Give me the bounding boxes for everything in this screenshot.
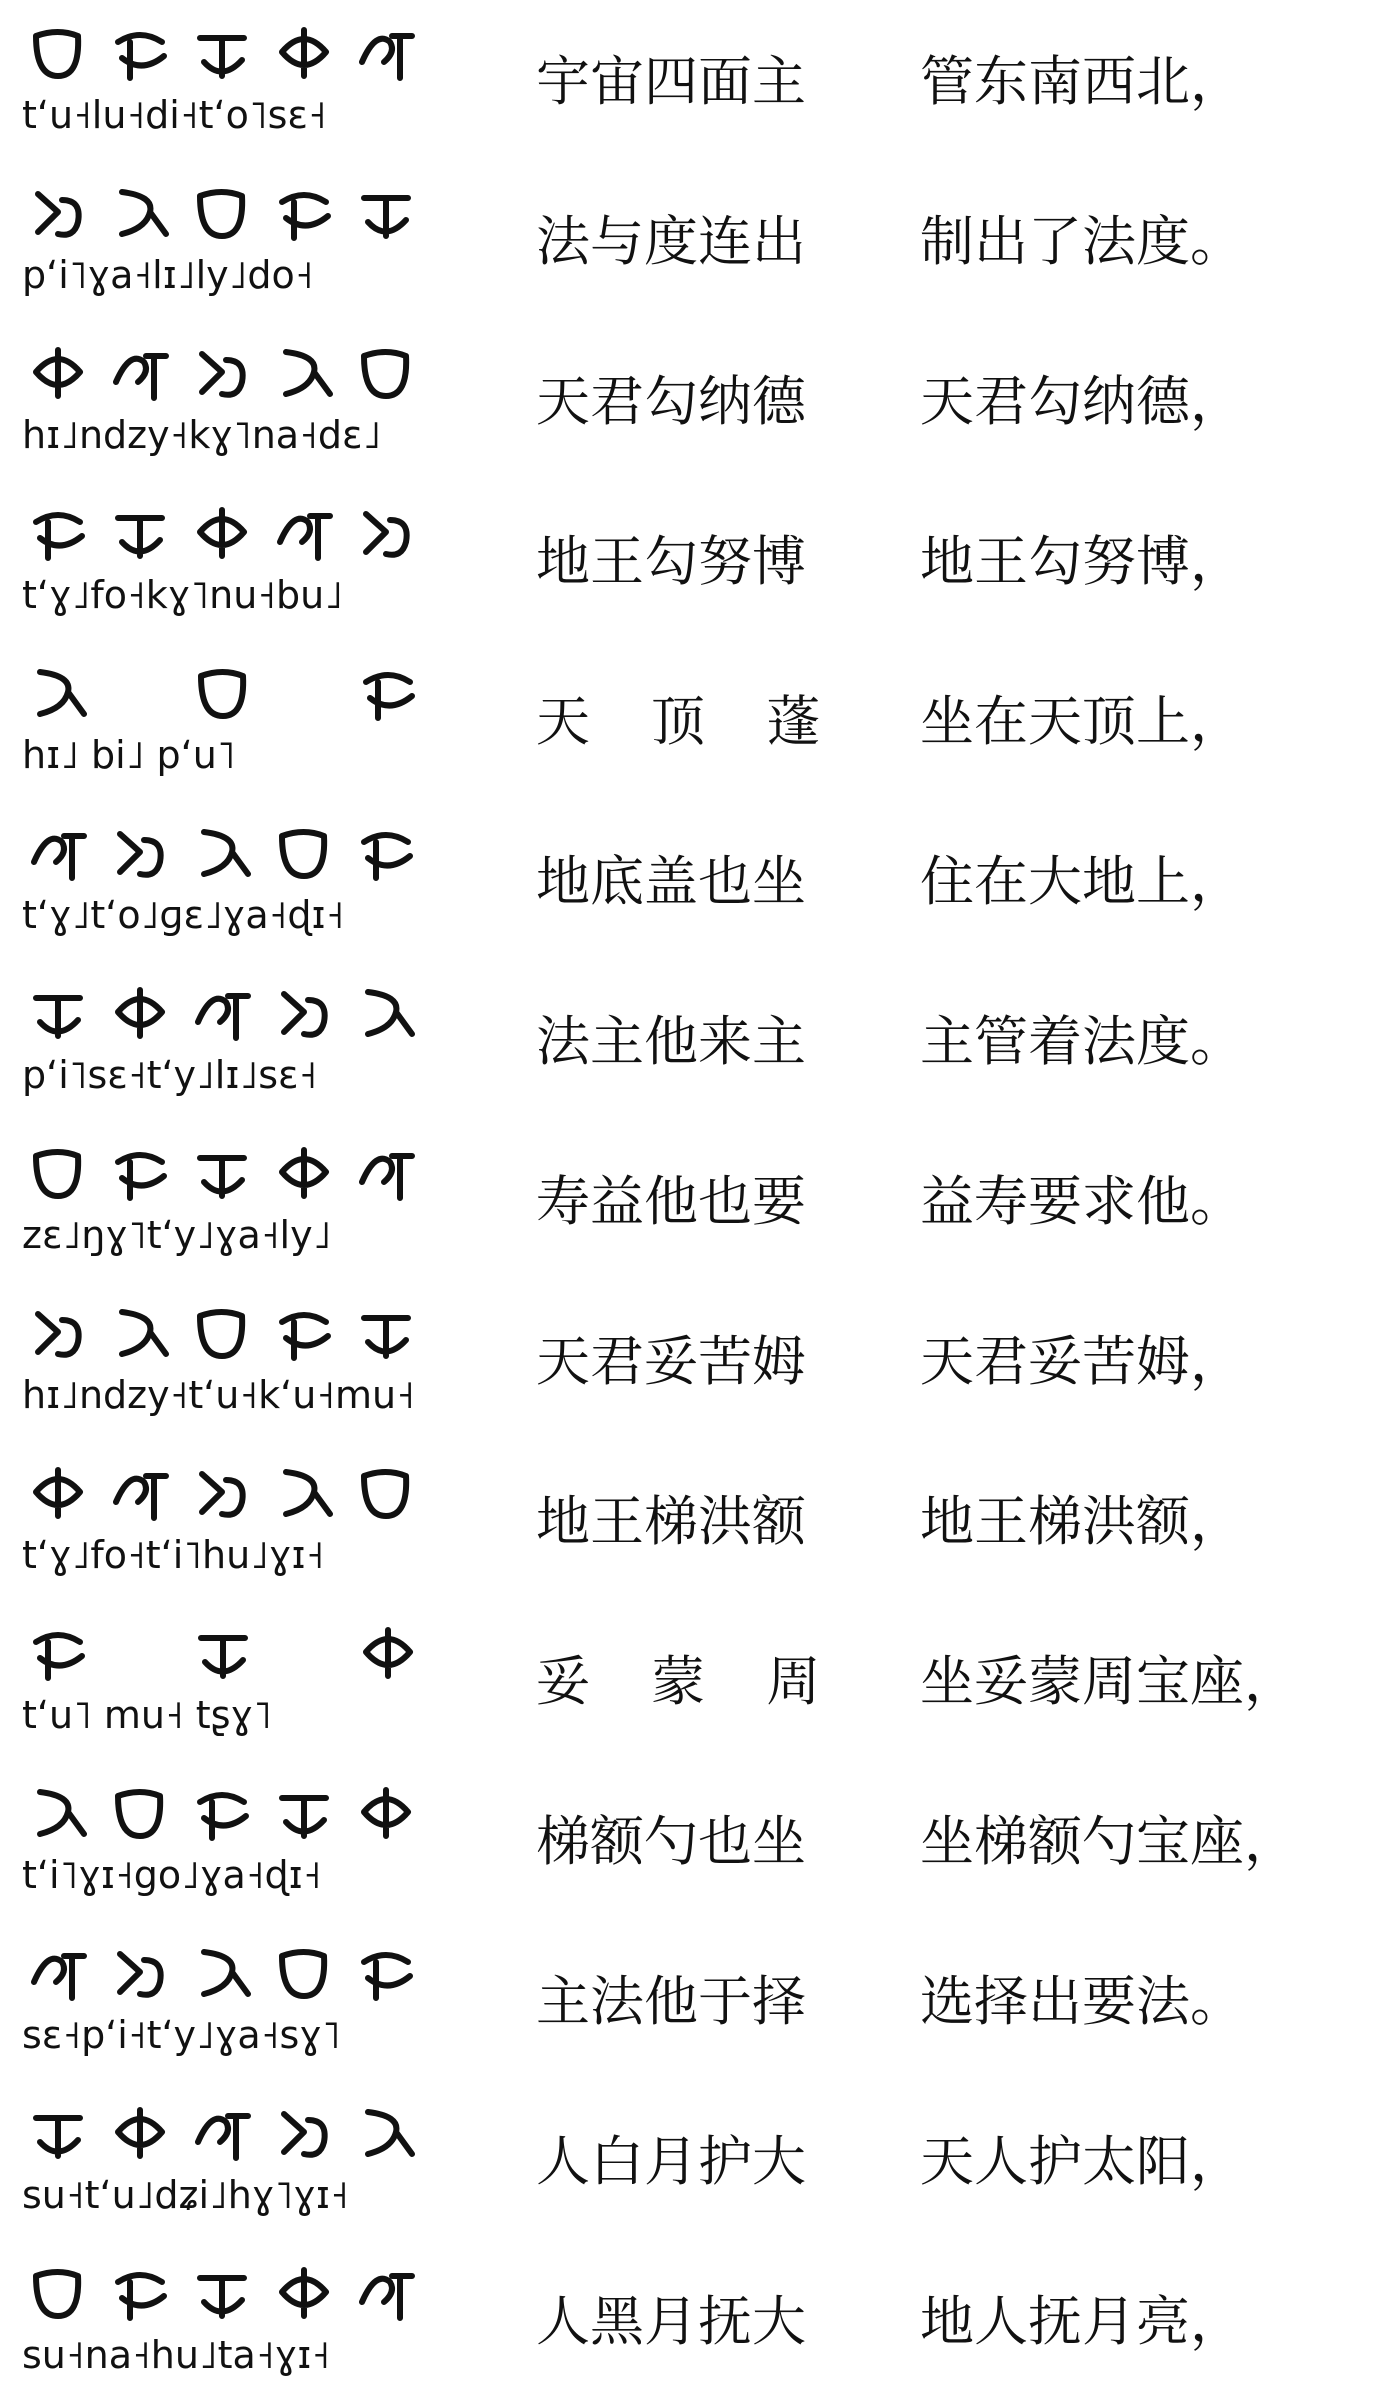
script-glyph — [366, 514, 407, 555]
script-glyph — [282, 195, 328, 238]
script-glyph — [364, 1790, 408, 1836]
script-glyph — [201, 672, 243, 716]
script-glyphs — [22, 20, 442, 86]
script-glyph — [36, 1152, 78, 1196]
free-translation: 住在大地上， — [920, 850, 1244, 913]
script-glyph — [36, 350, 80, 396]
script-glyph — [120, 834, 161, 875]
verse-row — [0, 1126, 1379, 1285]
script-glyph — [362, 1156, 412, 1198]
script-glyphs — [22, 2100, 442, 2166]
script-glyph — [120, 1954, 161, 1995]
script-glyph — [118, 35, 164, 78]
verse-row — [0, 6, 1379, 165]
ipa-transcription: su˧na˧hu˩ta˧ɣɪ˧ — [22, 2333, 331, 2377]
literal-gloss: 法与度连出 — [536, 210, 806, 273]
script-glyph — [36, 32, 78, 76]
script-glyphs — [22, 340, 442, 406]
script-glyph — [368, 2112, 412, 2154]
ipa-transcription: tʻu˧lu˧di˧tʻo˥sɛ˧ — [22, 93, 327, 137]
script-glyph — [282, 1315, 328, 1358]
script-glyph — [116, 356, 166, 398]
ipa-transcription: zɛ˩ŋɣ˥tʻy˩ɣa˧ly˩ — [22, 1213, 332, 1257]
script-glyphs — [22, 980, 442, 1046]
script-glyph — [284, 2114, 325, 2155]
script-glyph — [36, 2118, 80, 2156]
verse-row — [0, 1606, 1379, 1765]
script-glyph — [200, 38, 244, 76]
script-glyphs — [22, 2260, 442, 2326]
script-glyphs — [22, 1460, 442, 1526]
script-glyph — [368, 992, 412, 1034]
script-glyphs — [22, 1140, 442, 1206]
script-glyph — [36, 998, 80, 1036]
literal-gloss: 宇宙四面主 — [536, 50, 806, 113]
script-glyph — [204, 832, 248, 874]
free-translation: 天君妥苦姆， — [920, 1330, 1244, 1393]
literal-gloss: 地王勾努博 — [536, 530, 806, 593]
script-glyph — [286, 1472, 330, 1514]
script-glyph — [200, 2278, 244, 2316]
ipa-transcription: su˧tʻu˩dʑi˩hɣ˥ɣɪ˧ — [22, 2173, 349, 2217]
literal-gloss: 地王梯洪额 — [536, 1490, 806, 1553]
script-glyphs — [22, 820, 442, 886]
script-glyph — [118, 990, 162, 1036]
script-glyph — [198, 2116, 248, 2158]
free-translation: 益寿要求他。 — [920, 1170, 1244, 1233]
script-glyph — [36, 2272, 78, 2316]
script-glyph — [40, 672, 84, 714]
ipa-transcription: hɪ˩ bi˩ pʻu˥ — [22, 733, 236, 777]
literal-gloss: 地底盖也坐 — [536, 850, 806, 913]
ipa-transcription: tʻɣ˩fo˧kɣ˥nu˧bu˩ — [22, 573, 343, 617]
ipa-transcription: tʻi˥ɣɪ˧go˩ɣa˧ɖɪ˧ — [22, 1853, 322, 1897]
literal-gloss: 人白月护大 — [536, 2130, 806, 2193]
script-glyph — [280, 516, 330, 558]
script-glyph — [366, 675, 412, 718]
script-glyph — [282, 1952, 324, 1996]
script-glyphs — [22, 660, 442, 726]
free-translation: 制出了法度。 — [920, 210, 1244, 273]
free-translation: 地人抚月亮， — [920, 2290, 1244, 2353]
verse-row — [0, 1766, 1379, 1925]
literal-gloss: 梯额勺也坐 — [536, 1810, 806, 1873]
verse-row — [0, 2086, 1379, 2245]
ipa-transcription: hɪ˩ndzy˧tʻu˧kʻu˧mu˧ — [22, 1373, 415, 1417]
free-translation: 坐梯额勺宝座， — [920, 1810, 1298, 1873]
script-glyph — [202, 354, 243, 395]
free-translation: 天人护太阳， — [920, 2130, 1244, 2193]
free-translation: 坐妥蒙周宝座， — [920, 1650, 1298, 1713]
free-translation: 选择出要法。 — [920, 1970, 1244, 2033]
ipa-transcription: tʻu˥ mu˧ tʂɣ˥ — [22, 1693, 272, 1737]
verse-row — [0, 486, 1379, 645]
ipa-transcription: tʻɣ˩tʻo˩ɡɛ˩ɣa˧ɖɪ˧ — [22, 893, 345, 937]
script-glyph — [200, 510, 244, 556]
script-glyph — [364, 198, 408, 236]
free-translation: 坐在天顶上， — [920, 690, 1244, 753]
free-translation: 主管着法度。 — [920, 1010, 1244, 1073]
script-glyph — [40, 1792, 84, 1834]
verse-row — [0, 166, 1379, 325]
literal-gloss: 妥 蒙 周 — [536, 1650, 821, 1713]
free-translation: 地王梯洪额， — [920, 1490, 1244, 1553]
script-glyph — [282, 1150, 326, 1196]
verse-row — [0, 966, 1379, 1125]
verse-row — [0, 1446, 1379, 1605]
script-glyph — [286, 352, 330, 394]
literal-gloss: 人黑月抚大 — [536, 2290, 806, 2353]
script-glyph — [198, 996, 248, 1038]
literal-gloss: 天君勾纳德 — [536, 370, 806, 433]
script-glyph — [204, 1952, 248, 1994]
script-glyph — [364, 1318, 408, 1356]
script-glyph — [36, 1470, 80, 1516]
script-glyphs — [22, 180, 442, 246]
verse-row — [0, 806, 1379, 965]
script-glyphs — [22, 1620, 442, 1686]
script-glyph — [362, 36, 412, 78]
script-glyph — [201, 1638, 245, 1676]
script-glyph — [282, 832, 324, 876]
script-glyph — [366, 1630, 410, 1676]
verse-row — [0, 326, 1379, 485]
script-glyph — [200, 1312, 242, 1356]
script-glyph — [282, 30, 326, 76]
ipa-transcription: pʻi˥sɛ˧tʻy˩lɪ˩sɛ˧ — [22, 1053, 318, 1097]
script-glyph — [364, 352, 406, 396]
ipa-transcription: pʻi˥ɣa˧lɪ˩ly˩do˧ — [22, 253, 314, 297]
script-glyph — [284, 994, 325, 1035]
script-glyph — [116, 1476, 166, 1518]
script-glyph — [36, 1635, 82, 1678]
script-glyph — [118, 518, 162, 556]
literal-gloss: 法主他来主 — [536, 1010, 806, 1073]
script-glyph — [118, 2110, 162, 2156]
script-glyph — [38, 1314, 79, 1355]
script-glyph — [34, 836, 84, 878]
free-translation: 地王勾努博， — [920, 530, 1244, 593]
free-translation: 天君勾纳德， — [920, 370, 1244, 433]
verse-row — [0, 1926, 1379, 2085]
script-glyph — [36, 515, 82, 558]
script-glyph — [200, 192, 242, 236]
literal-gloss: 天 顶 蓬 — [536, 690, 821, 753]
script-glyphs — [22, 1300, 442, 1366]
literal-gloss: 天君妥苦姆 — [536, 1330, 806, 1393]
verse-row — [0, 646, 1379, 805]
script-glyphs — [22, 1780, 442, 1846]
script-glyph — [34, 1956, 84, 1998]
script-glyphs — [22, 500, 442, 566]
script-glyph — [118, 1792, 160, 1836]
script-glyph — [282, 2270, 326, 2316]
script-glyph — [122, 192, 166, 234]
script-glyph — [362, 2276, 412, 2318]
script-glyph — [118, 2275, 164, 2318]
script-glyph — [364, 1955, 410, 1998]
script-glyph — [38, 194, 79, 235]
script-glyph — [364, 1472, 406, 1516]
script-glyph — [282, 1798, 326, 1836]
script-glyphs — [22, 1940, 442, 2006]
literal-gloss: 主法他于择 — [536, 1970, 806, 2033]
ipa-transcription: hɪ˩ndzy˧kɣ˥na˧dɛ˩ — [22, 413, 382, 457]
script-glyph — [200, 1795, 246, 1838]
script-glyph — [364, 835, 410, 878]
literal-gloss: 寿益他也要 — [536, 1170, 806, 1233]
verse-row — [0, 1286, 1379, 1445]
verse-row — [0, 2246, 1379, 2405]
script-glyph — [202, 1474, 243, 1515]
script-glyph — [122, 1312, 166, 1354]
script-glyph — [200, 1158, 244, 1196]
ipa-transcription: sɛ˧pʻi˧tʻy˩ɣa˧sɣ˥ — [22, 2013, 341, 2057]
script-glyph — [118, 1155, 164, 1198]
free-translation: 管东南西北， — [920, 50, 1244, 113]
ipa-transcription: tʻɣ˩fo˧tʻi˥hu˩ɣɪ˧ — [22, 1533, 325, 1577]
